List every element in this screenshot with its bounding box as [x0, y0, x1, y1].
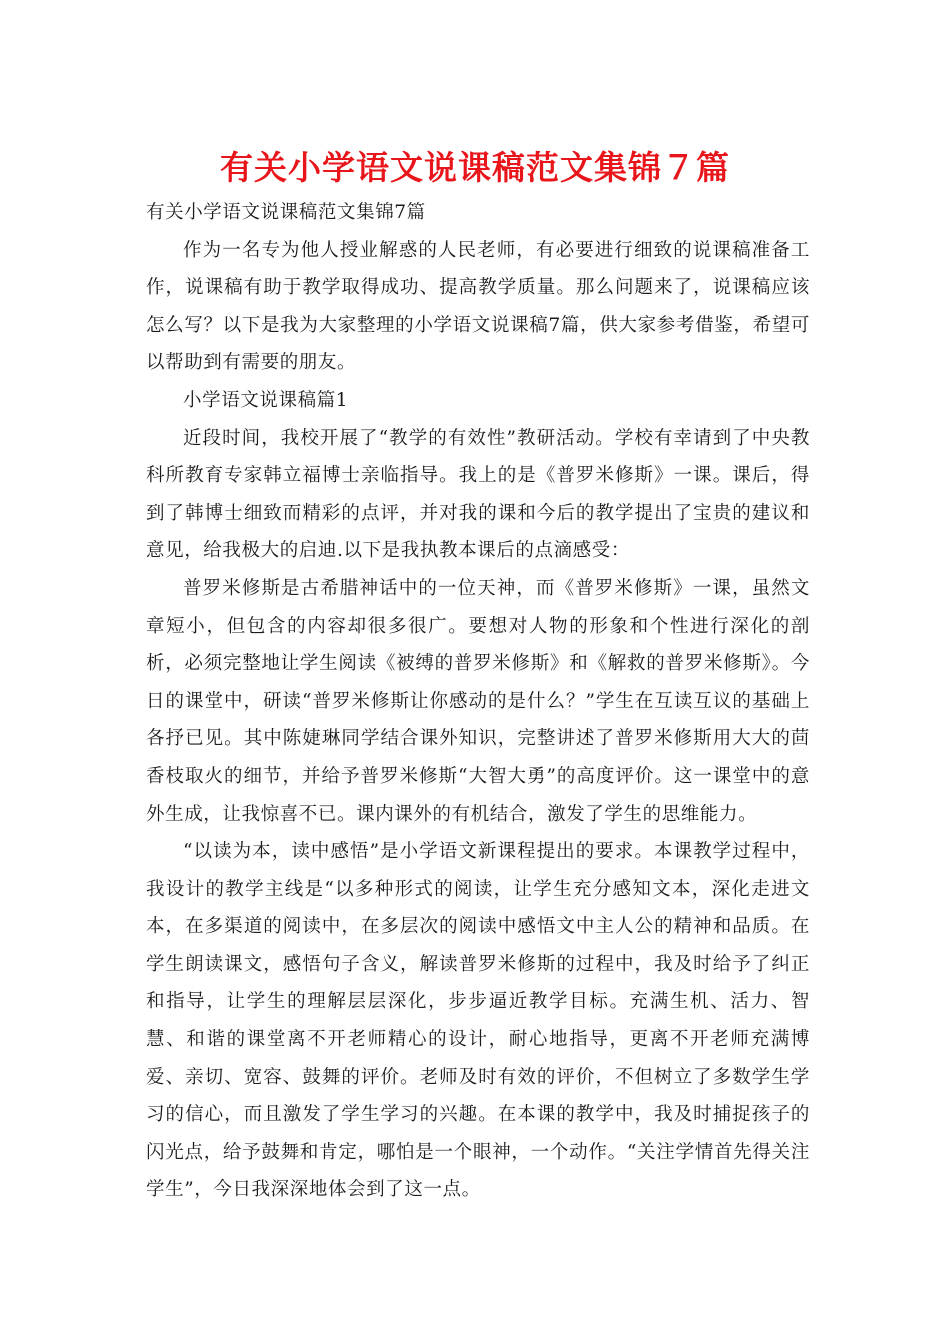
document-subtitle: 有关小学语文说课稿范文集锦7篇: [146, 202, 426, 223]
body-paragraph: 近段时间，我校开展了“教学的有效性”教研活动。学校有幸请到了中央教科所教育专家韩立福博士亲临指导。我上的是《普罗米修斯》一课。课后，得到了韩博士细致而精彩的点评，并对我的课和今后的教学提出了宝贵的建议和意见，给我极大的启迪.以下是我执教本课后的点滴感受：: [146, 427, 810, 562]
body-paragraph: “以读为本，读中感悟”是小学语文新课程提出的要求。本课教学过程中，我设计的教学主线是“以多种形式的阅读，让学生充分感知文本，深化走进文本，在多渠道的阅读中，在多层次的阅读中感悟文中主人公的精神和品质。在学生朗读课文，感悟句子含义，解读普罗米修斯的过程中，我及时给予了纠正和指导，让学生的理解层层深化，步步逼近教学目标。充满生机、活力、智慧、和谐的课堂离不开老师精心的设计，耐心地指导，更离不开老师充满博爱、亲切、宽容、鼓舞的评价。老师及时有效的评价，不但树立了多数学生学习的信心，而且激发了学生学习的兴趣。在本课的教学中，我及时捕捉孩子的闪光点，给予鼓舞和肯定，哪怕是一个眼神，一个动作。“关注学情首先得关注学生”，今日我深深地体会到了这一点。: [146, 841, 810, 1201]
section-heading: 小学语文说课稿篇1: [183, 389, 349, 411]
intro-paragraph: 作为一名专为他人授业解惑的人民老师，有必要进行细致的说课稿准备工作，说课稿有助于教学取得成功、提高教学质量。那么问题来了，说课稿应该怎么写？以下是我为大家整理的小学语文说课稿7篇，供大家参考借鉴，希望可以帮助到有需要的朋友。: [146, 239, 810, 374]
body-paragraph: 普罗米修斯是古希腊神话中的一位天神，而《普罗米修斯》一课，虽然文章短小，但包含的内容却很多很广。要想对人物的形象和个性进行深化的剖析，必须完整地让学生阅读《被缚的普罗米修斯》和《解救的普罗米修斯》。今日的课堂中，研读“普罗米修斯让你感动的是什么？”学生在互读互议的基础上各抒已见。其中陈婕琳同学结合课外知识，完整讲述了普罗米修斯用大大的茴香枝取火的细节，并给予普罗米修斯“大智大勇”的高度评价。这一课堂中的意外生成，让我惊喜不已。课内课外的有机结合，激发了学生的思维能力。: [146, 577, 810, 825]
document-title: 有关小学语文说课稿范文集锦７篇: [220, 148, 730, 187]
document-body: [146, 194, 810, 1209]
